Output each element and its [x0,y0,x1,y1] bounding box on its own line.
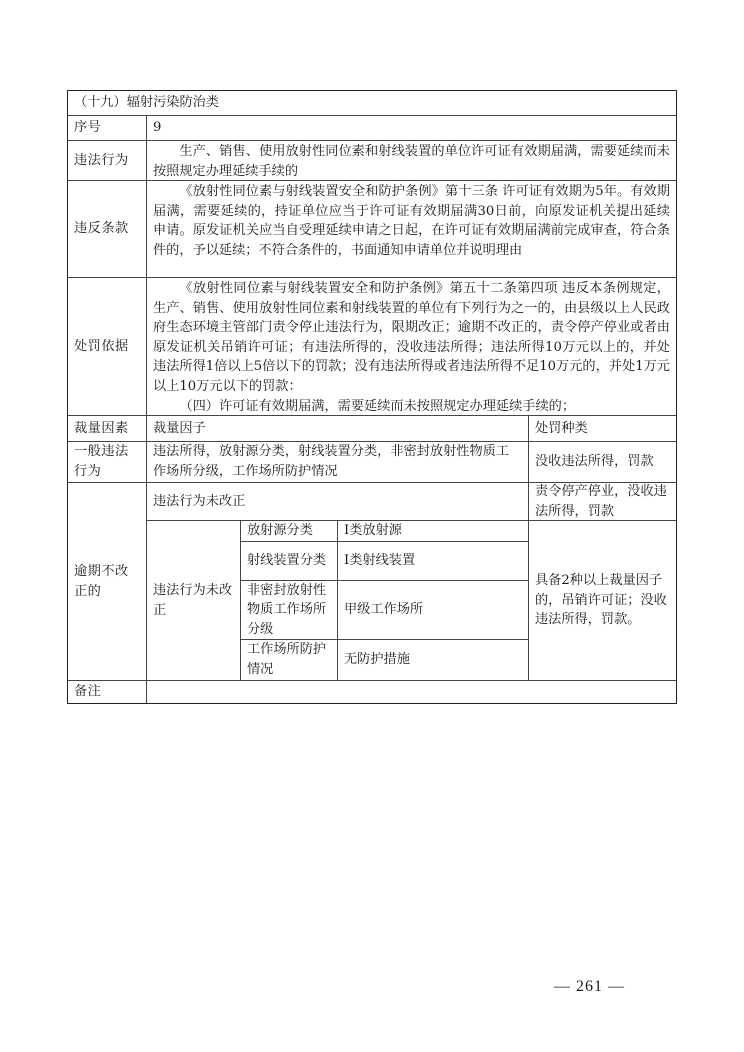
violation-label: 违法行为 [68,141,147,181]
section-title: （十九）辐射污染防治类 [68,91,676,116]
discretion-factor-label: 裁量因素 [68,416,147,442]
remarks-label: 备注 [68,681,147,703]
violation-value: 生产、销售、使用放射性同位素和射线装置的单位许可证有效期届满，需要延续而未按照规定办理延续手续的 [147,141,676,181]
general-violation-penalty: 没收违法所得，罚款 [529,442,676,483]
violated-clause-label: 违反条款 [68,181,147,278]
penalty-basis-label: 处罚依据 [68,278,147,416]
uncorrected-factor: 违法行为未改正 [147,483,529,521]
discretion-factor-col-header: 裁量因子 [147,416,529,442]
penalty-basis-cell [147,278,676,416]
general-violation-factors: 违法所得，放射源分类，射线装置分类，非密封放射性物质工作场所分级，工作场所防护情况 [147,442,529,483]
detail-item-name: 射线装置分类 [241,542,338,581]
remarks-value [147,681,676,703]
serial-value: 9 [147,116,676,141]
penalty-basis-item: （四）许可证有效期届满，需要延续而未按照规定办理延续手续的； [179,398,576,414]
general-violation-label: 一般违法行为 [68,442,147,483]
page-number: — 261 — [554,978,625,995]
detailed-penalty: 具备2种以上裁量因子的，吊销许可证；没收违法所得，罚款。 [529,521,676,681]
uncorrected-penalty: 责令停产停业，没收违法所得，罚款 [529,483,676,521]
penalty-type-col-header: 处罚种类 [529,416,676,442]
detail-item-name: 工作场所防护情况 [241,640,338,681]
penalty-table [67,90,677,704]
overdue-label: 逾期不改正的 [68,483,147,681]
detail-item-value: 甲级工作场所 [338,581,529,640]
penalty-basis-text: 《放射性同位素与射线装置安全和防护条例》第五十二条第四项 违反本条例规定，生产、销售、使用放射性同位素和射线装置的单位有下列行为之一的，由县级以上人民政府生态环境主管部门责令停止违法行为，限期改正；逾期不改正的，责令停产停业或者由原发证机关吊销许可证；有违法所得的，没收违法所得；违法所得10万元以上的，并处违法所得1倍以上5倍以下的罚款；没有违法所得或者违法所得不足10万元的，并处1万元以上10万元以下的罚款： [153,281,670,394]
serial-label: 序号 [68,116,147,141]
detail-item-value: 无防护措施 [338,640,529,681]
detailed-factor: 违法行为未改正 [147,521,241,681]
detail-item-value: I类放射源 [338,521,529,542]
detail-item-value: I类射线装置 [338,542,529,581]
detail-item-name: 放射源分类 [241,521,338,542]
detail-item-name: 非密封放射性物质工作场所分级 [241,581,338,640]
violated-clause-value: 《放射性同位素与射线装置安全和防护条例》第十三条 许可证有效期为5年。有效期届满，需要延续的，持证单位应当于许可证有效期届满30日前，向原发证机关提出延续申请。原发证机关应当自受理延续申请之日起，在许可证有效期届满前完成审查，符合条件的，予以延续；不符合条件的，书面通知申请单位并说明理由 [147,181,676,278]
